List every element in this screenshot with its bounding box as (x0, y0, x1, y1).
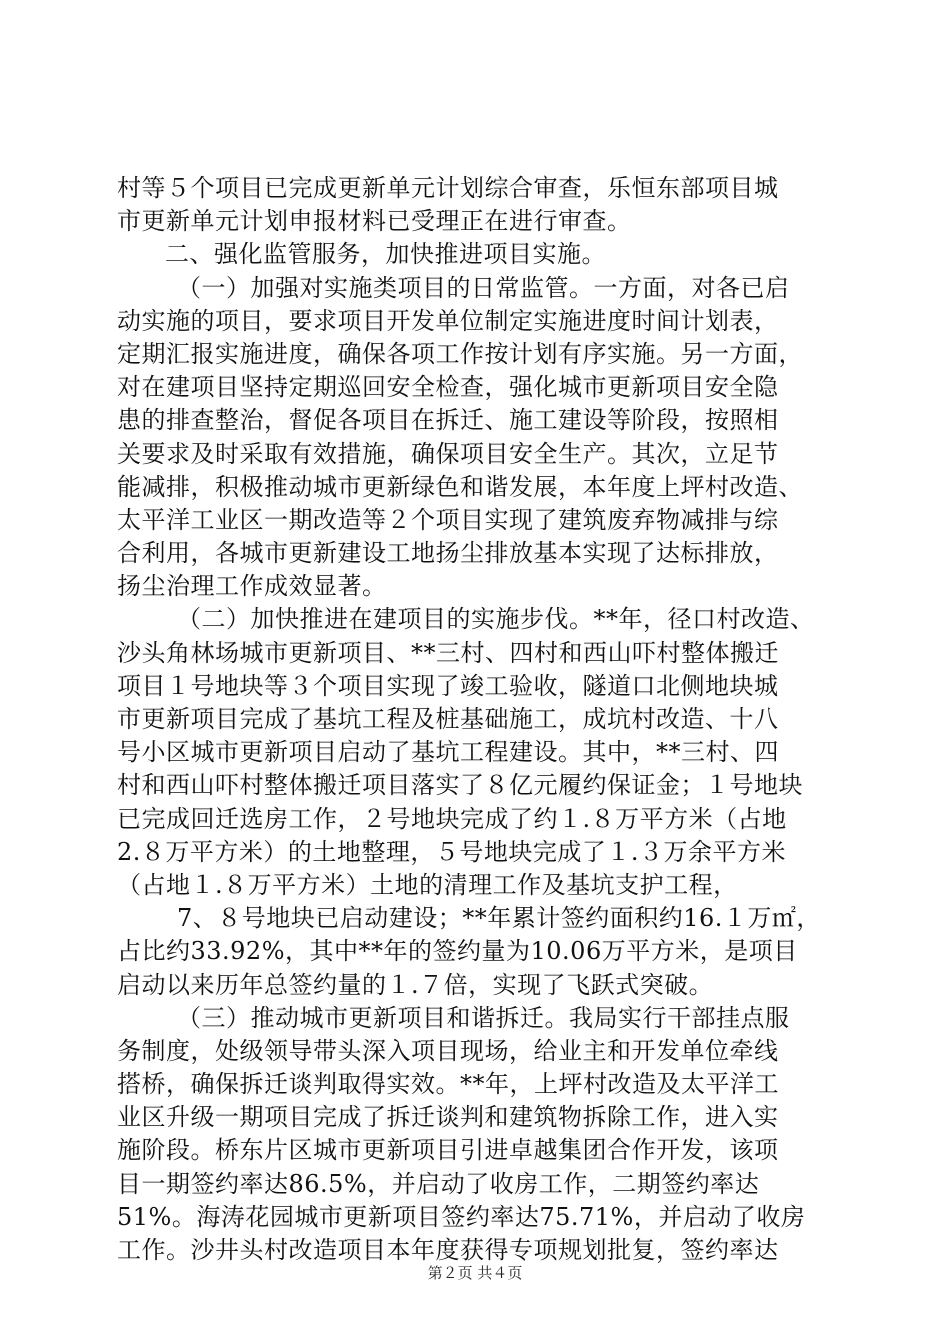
text-line: 7、８号地块已启动建设；**年累计签约面积约16.１万㎡， (177, 904, 821, 933)
text-line: 目一期签约率达86.5%，并启动了收房工作，二期签约率达 (117, 1169, 760, 1198)
text-line: 患的排查整治，督促各项目在拆迁、施工建设等阶段，按照相 (117, 406, 779, 435)
text-line: 市更新项目完成了基坑工程及桩基础施工，成坑村改造、十八 (117, 705, 779, 733)
text-line: 合利用，各城市更新建设工地扬尘排放基本实现了达标排放， (117, 539, 779, 568)
page-footer (0, 1262, 950, 1283)
text-line: 2.８万平方米）的土地整理，５号地块完成了１.３万余平方米 (117, 837, 787, 866)
text-line: 二、强化监管服务，加快推进项目实施。 (165, 240, 606, 269)
text-line: 项目１号地块等３个项目实现了竣工验收，隧道口北侧地块城 (117, 671, 779, 700)
text-line: 定期汇报实施进度，确保各项工作按计划有序实施。另一方面， (117, 339, 803, 368)
text-line: （占地１.８万平方米）土地的清理工作及基坑支护工程， (117, 870, 738, 899)
text-line: 太平洋工业区一期改造等２个项目实现了建筑废弃物减排与综 (117, 505, 779, 534)
text-line: （三）推动城市更新项目和谐拆迁。我局实行干部挂点服 (177, 1003, 790, 1032)
text-line: 搭桥，确保拆迁谈判取得实效。**年，上坪村改造及太平洋工 (117, 1070, 779, 1099)
text-line: 启动以来历年总签约量的１.７倍，实现了飞跃式突破。 (117, 970, 714, 999)
text-line: 市更新单元计划申报材料已受理正在进行审查。 (117, 207, 632, 236)
text-line: 村和西山吓村整体搬迁项目落实了８亿元履约保证金；１号地块 (117, 771, 803, 800)
text-line: 村等５个项目已完成更新单元计划综合审查，乐恒东部项目城 (117, 174, 779, 202)
page-number: 第２页 共４页 (427, 1264, 523, 1282)
text-line: 对在建项目坚持定期巡回安全检查，强化城市更新项目安全隐 (117, 373, 779, 402)
text-line: 动实施的项目，要求项目开发单位制定实施进度时间计划表， (117, 306, 779, 335)
text-line: 业区升级一期项目完成了拆迁谈判和建筑物拆除工作，进入实 (117, 1103, 779, 1132)
text-line: 沙头角林场城市更新项目、**三村、四村和西山吓村整体搬迁 (117, 638, 779, 667)
text-line: 施阶段。桥东片区城市更新项目引进卓越集团合作开发，该项 (117, 1136, 779, 1165)
text-line: （一）加强对实施类项目的日常监管。一方面，对各已启 (177, 273, 790, 302)
text-line: 工作。沙井头村改造项目本年度获得专项规划批复，签约率达 (117, 1236, 779, 1264)
text-line: 号小区城市更新项目启动了基坑工程建设。其中，**三村、四 (117, 738, 779, 767)
text-line: （二）加快推进在建项目的实施步伐。**年，径口村改造、 (177, 605, 815, 634)
text-line: 能减排，积极推动城市更新绿色和谐发展，本年度上坪村改造、 (117, 472, 803, 501)
document-body (117, 172, 837, 1267)
text-line: 扬尘治理工作成效显著。 (117, 572, 387, 601)
text-line: 51%。海涛花园城市更新项目签约率达75.71%，并启动了收房 (117, 1202, 806, 1231)
text-line: 务制度，处级领导带头深入项目现场，给业主和开发单位牵线 (117, 1036, 779, 1065)
text-line: 已完成回迁选房工作，２号地块完成了约１.８万平方米（占地 (117, 804, 787, 833)
text-line: 关要求及时采取有效措施，确保项目安全生产。其次，立足节 (117, 439, 779, 468)
text-line: 占比约33.92%，其中**年的签约量为10.06万平方米，是项目 (117, 937, 798, 966)
